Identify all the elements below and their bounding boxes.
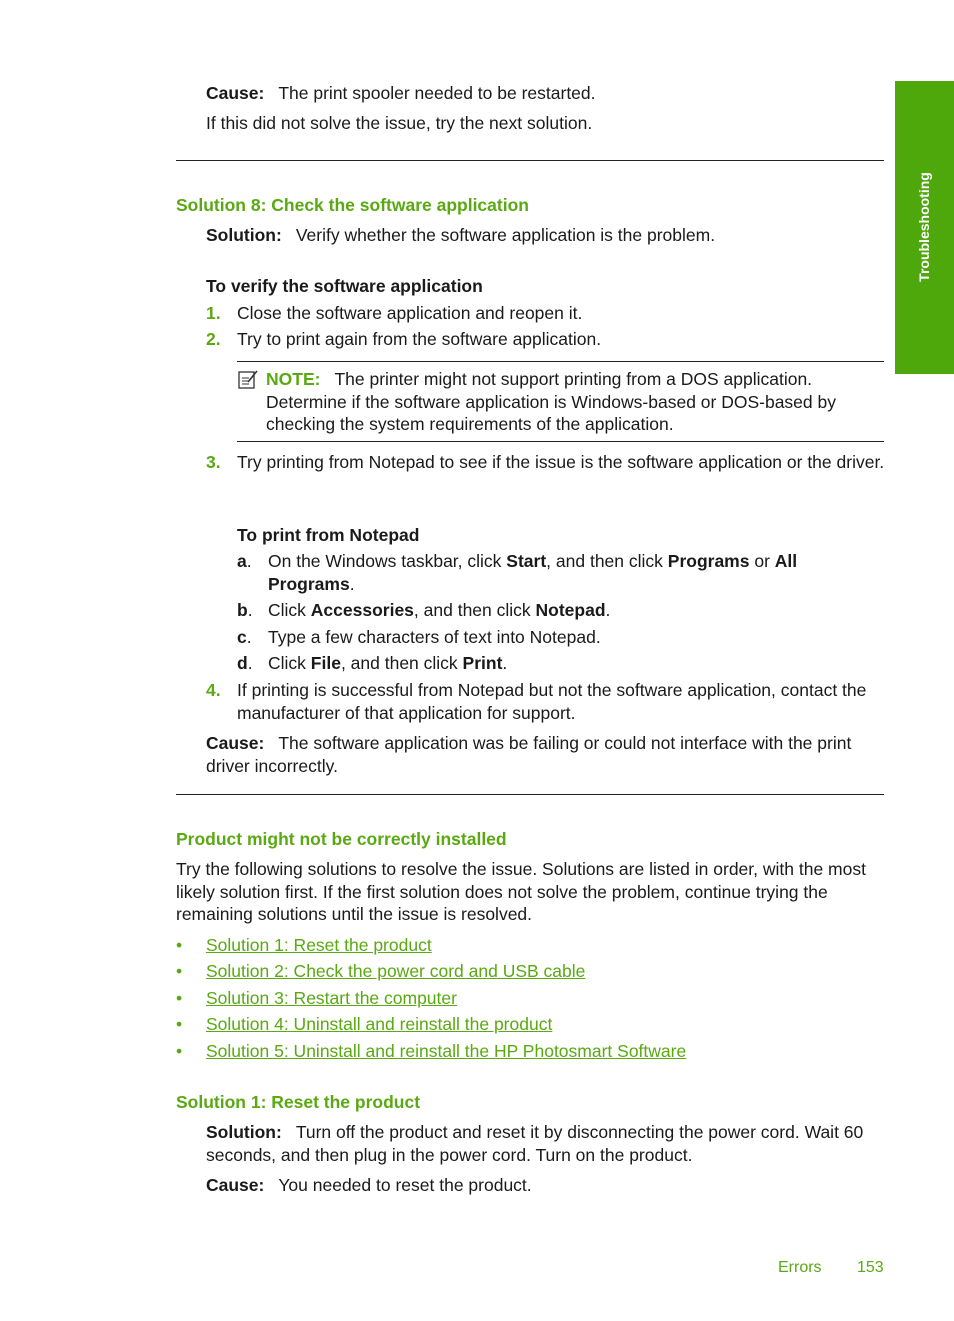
step-text: Try printing from Notepad to see if the issue is the software application or the driver. [237, 452, 885, 472]
procedure-title: To verify the software application [206, 276, 483, 296]
bullet: • [176, 961, 183, 981]
step-text: Try to print again from the software application. [237, 329, 602, 349]
substep-text: Click File, and then click Print. [268, 653, 508, 673]
cause-label: Cause: [206, 1175, 265, 1195]
step-number: 1. [206, 303, 221, 323]
cause-label: Cause: [206, 83, 265, 103]
substep-text: Type a few characters of text into Notepad. [268, 627, 601, 647]
side-tab [895, 81, 954, 374]
page-number: 153 [857, 1259, 884, 1276]
solution1-heading: Solution 1: Reset the product [176, 1092, 421, 1112]
bullet: • [176, 1014, 183, 1034]
step-number: 2. [206, 329, 221, 349]
solution8-heading: Solution 8: Check the software application [176, 195, 529, 215]
cause-text: The software application was be failing or could not interface with the print driver incorrectly. [206, 733, 852, 776]
link-solution-3[interactable]: Solution 3: Restart the computer [206, 988, 457, 1008]
substep-letter: d. [237, 653, 253, 673]
solution8-solution [206, 224, 886, 247]
step-number: 4. [206, 680, 221, 700]
note-bottom-rule [237, 441, 884, 442]
note-icon [237, 369, 259, 391]
note-body [266, 368, 878, 436]
link-solution-1[interactable]: Solution 1: Reset the product [206, 935, 432, 955]
step-text: If printing is successful from Notepad but not the software application, contact the manufacturer of that application for support. [237, 680, 867, 723]
cause-text: The print spooler needed to be restarted. [278, 83, 596, 103]
divider [176, 160, 884, 161]
side-tab-label: Troubleshooting [915, 172, 932, 282]
bullet: • [176, 1041, 183, 1061]
solution8-cause [206, 732, 886, 777]
notepad-title: To print from Notepad [237, 525, 420, 545]
substep-text: Click Accessories, and then click Notepad. [268, 600, 611, 620]
cause-text: You needed to reset the product. [278, 1175, 532, 1195]
note-top-rule [237, 361, 884, 362]
footer-section: Errors [778, 1259, 822, 1276]
link-solution-4[interactable]: Solution 4: Uninstall and reinstall the product [206, 1014, 553, 1034]
next-solution-text: If this did not solve the issue, try the next solution. [206, 113, 593, 133]
cause-label: Cause: [206, 733, 265, 753]
divider [176, 794, 884, 795]
substep-text: On the Windows taskbar, click Start, and then click Programs or All Programs. [268, 551, 798, 594]
solution-label: Solution: [206, 225, 282, 245]
product-heading: Product might not be correctly installed [176, 829, 507, 849]
substep-letter: a. [237, 551, 252, 571]
step-number: 3. [206, 452, 221, 472]
solution-text: Verify whether the software application is the problem. [295, 225, 716, 245]
substep-letter: c. [237, 627, 252, 647]
note-text: The printer might not support printing from a DOS application. Determine if the software application is Windows-based or DOS-based by checking the system requirements of the application. [266, 369, 836, 434]
solution1-cause [206, 1174, 886, 1197]
solution-label: Solution: [206, 1122, 282, 1142]
note-label: NOTE: [266, 369, 321, 389]
link-solution-2[interactable]: Solution 2: Check the power cord and USB cable [206, 961, 586, 981]
product-intro: Try the following solutions to resolve the issue. Solutions are listed in order, with the most likely solution first. If the first solution does not solve the problem, continue trying the remaining solutions until the issue is resolved. [176, 859, 866, 924]
solution-text: Turn off the product and reset it by disconnecting the power cord. Wait 60 seconds, and then plug in the power cord. Turn on the product. [206, 1122, 864, 1165]
substep-letter: b. [237, 600, 253, 620]
bullet: • [176, 988, 183, 1008]
step-text: Close the software application and reopen it. [237, 303, 583, 323]
solution1-solution [206, 1121, 886, 1166]
link-solution-5[interactable]: Solution 5: Uninstall and reinstall the HP Photosmart Software [206, 1041, 687, 1061]
bullet: • [176, 935, 183, 955]
top-cause [206, 82, 886, 105]
